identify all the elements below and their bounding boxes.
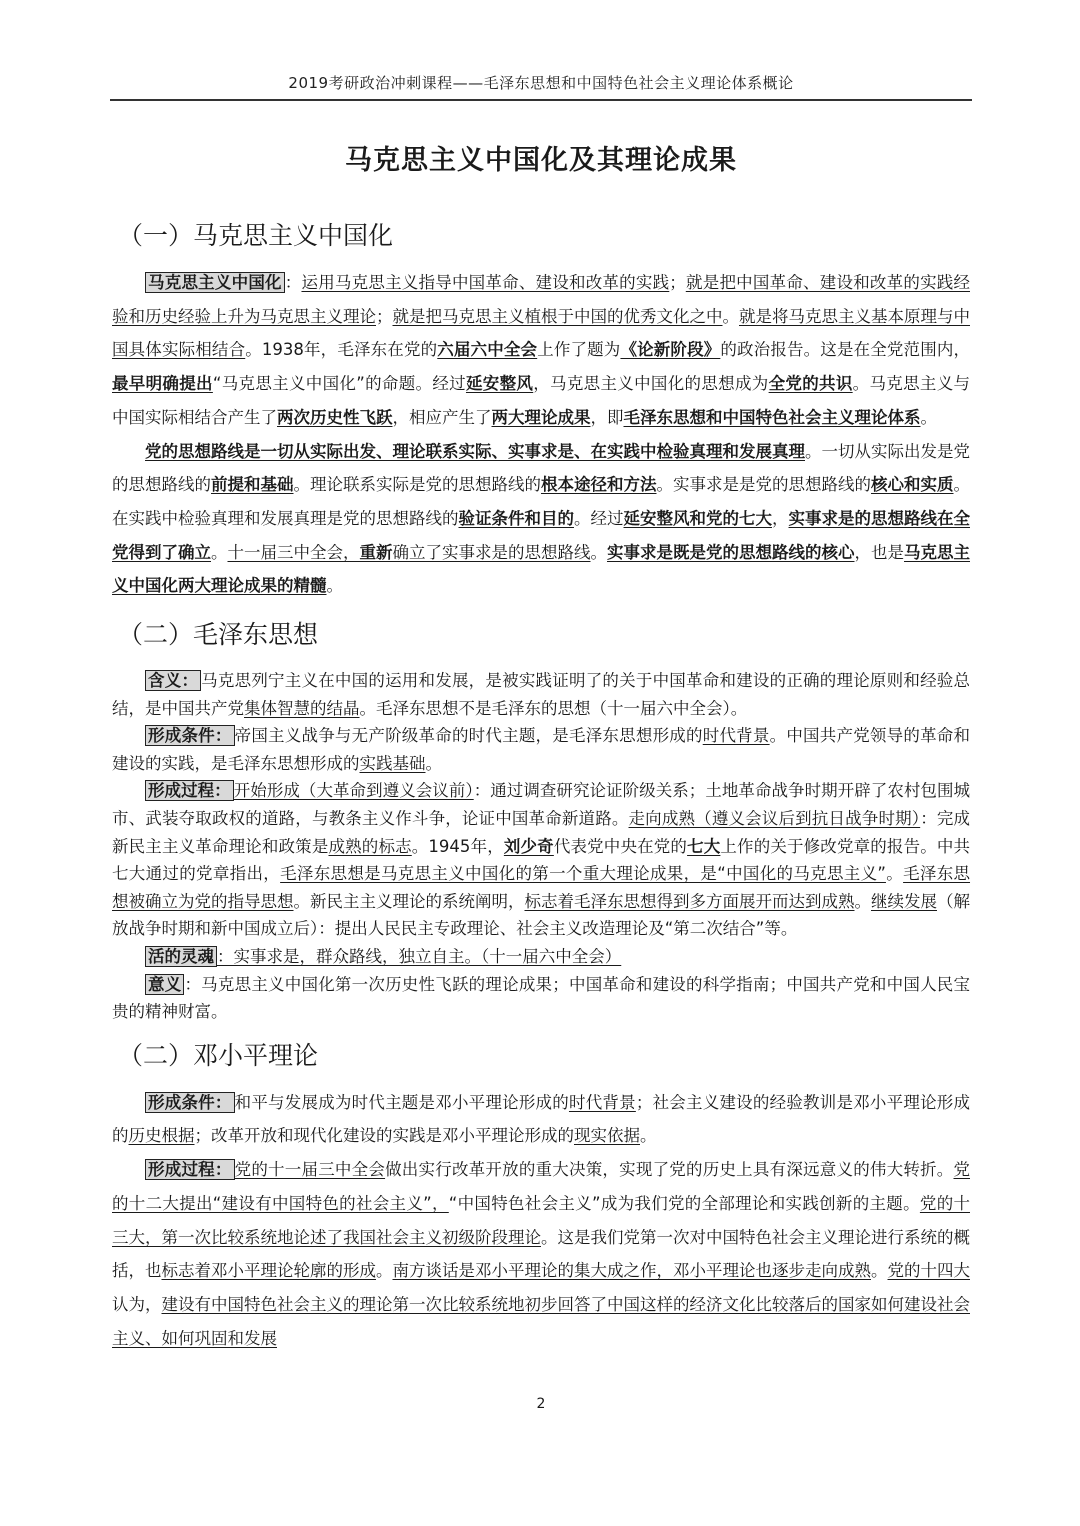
underlined-text: 党的十四大: [887, 1261, 970, 1281]
term-box: 马克思主义中国化: [145, 272, 285, 293]
underlined-text: 走向成熟（遵义会议后到抗日战争时期）: [628, 809, 921, 828]
header-rule: [110, 99, 972, 101]
section-heading: （二）邓小平理论: [118, 1040, 319, 1070]
paragraph-process: [112, 1153, 970, 1355]
key-phrase: 延安整风和党的七大: [623, 508, 772, 528]
underlined-text: 党的十二大提出“建设有中国特色的社会主义”，: [112, 1160, 970, 1213]
underlined-text: ：实事求是，群众路线，独立自主。（十一届六中全会）: [217, 946, 622, 966]
underlined-text: 毛泽东思想被确立为党的指导思想: [112, 864, 971, 911]
text-run: 。: [722, 306, 739, 326]
key-phrase: 最早明确提出: [112, 374, 213, 394]
paragraph-conditions: [112, 1086, 970, 1153]
section-deng-theory: [112, 1038, 970, 1356]
text-run: 。毛泽东思想不是毛泽东的思想（十一届六中全会）。: [359, 698, 748, 718]
text-run: 。: [871, 1261, 888, 1281]
underlined-text: 时代背景: [568, 1092, 636, 1112]
text-run: 认为，: [112, 1294, 162, 1314]
text-run: 。: [376, 1261, 393, 1281]
term-box: 含义：: [145, 670, 201, 691]
text-run: 。: [590, 542, 607, 562]
underlined-text: 时代背景: [702, 726, 770, 746]
key-phrase: 六届六中全会: [437, 340, 538, 360]
text-run: 。: [211, 542, 228, 562]
key-phrase: 党的思想路线是一切从实际出发、理论联系实际、实事求是、在实践中检验真理和发展真理: [145, 441, 805, 461]
section-heading: （一）马克思主义中国化: [118, 221, 394, 250]
underlined-text: 集体智慧的结晶: [244, 698, 360, 718]
section-heading: （二）毛泽东思想: [118, 620, 319, 650]
text-run: 。理论联系实际是党的思想路线的: [293, 475, 541, 495]
key-phrase: 两次历史性飞跃: [277, 407, 393, 427]
underlined-text: 党的十一届三中全会: [234, 1160, 386, 1180]
key-phrase: 实事求是的思想路线在全党得到了确立: [112, 508, 970, 562]
text-run: 的政治报告。这是在全党范围内，: [720, 340, 971, 360]
term-box: 活的灵魂: [145, 946, 217, 967]
paragraph-meaning: [112, 667, 970, 722]
key-phrase: 核心和实质: [871, 475, 954, 495]
text-run: 。中国共产党领导的革命和建设的实践，是毛泽东思想形成的: [112, 726, 970, 773]
underlined-text: 就是将马克思主义基本原理与中国具体实际相结合: [112, 306, 970, 360]
underlined-text: 确立了实事求是的思想路线: [392, 542, 591, 562]
underlined-text: 现实依据: [574, 1126, 640, 1146]
text-run: 。1945年，: [411, 836, 504, 856]
text-run: “马克思主义中国化”的命题。经过: [212, 374, 466, 394]
text-run: ：: [284, 273, 302, 292]
key-phrase: 延安整风: [465, 374, 534, 394]
underlined-text: 标志着毛泽东思想得到多方面展开而达到成熟: [524, 891, 855, 911]
text-run: 。: [885, 864, 904, 884]
text-run: ，即: [590, 407, 624, 427]
text-run: （解放战争时期和新中国成立后）：提出人民民主专政理论、社会主义改造理论及“第二次结合”等。: [112, 891, 970, 939]
text-run: ，马克思主义中国化的思想成为: [533, 374, 769, 394]
text-run: ：马克思主义中国化第一次历史性飞跃的理论成果；中国革命和建设的科学指南；中国共产党和中国人民宝贵的精神财富。: [112, 974, 970, 1022]
text-run: 。: [425, 753, 442, 773]
underlined-text: 继续发展: [871, 891, 937, 911]
text-run: ；社会主义建设的经验教训是邓小平理论形成的: [112, 1092, 970, 1146]
text-run: 帝国主义战争与无产阶级革命的时代主题，是毛泽东思想形成的: [234, 726, 703, 746]
underlined-text: 十一届三中全会，: [227, 542, 360, 562]
text-run: “中国特色社会主义”成为我们党的全部理论和实践创新的主题。: [448, 1193, 920, 1213]
text-run: 。1938年，毛泽东在党的: [245, 340, 438, 360]
term-box: 意义: [145, 974, 184, 995]
document-title: 马克思主义中国化及其理论成果: [345, 145, 737, 176]
text-run: 。新民主主义理论的系统阐明，: [293, 891, 525, 911]
paragraph-definition: [112, 266, 970, 435]
text-run: ；改革开放和现代化建设的实践是邓小平理论形成的: [194, 1126, 574, 1146]
underlined-text: 毛泽东思想是马克思主义中国化的第一个重大理论成果，是“中国化的马克思主义”: [280, 864, 886, 884]
key-phrase: 毛泽东思想和中国特色社会主义理论体系: [623, 407, 921, 427]
text-run: ：完成新民主主义革命理论和政策是: [112, 809, 971, 856]
underlined-text: 建设有中国特色社会主义的理论第一次比较系统地初步回答了中国这样的经济文化比较落后的国家如何建设社会主义、如何巩固和发展: [112, 1294, 970, 1348]
underlined-text: 党的十三大，第一次比较系统地论述了我国社会主义初级阶段理论: [112, 1193, 970, 1247]
term-box: 形成过程：: [145, 780, 234, 801]
paragraph-ideological-line: [112, 435, 970, 604]
text-run: 。实事求是是党的思想路线的: [656, 475, 871, 495]
key-phrase: 刘少奇: [503, 836, 554, 856]
underlined-text: 实践基础: [359, 753, 426, 773]
text-run: 。在实践中检验真理和发展真理是党的思想路线的: [112, 475, 970, 528]
text-run: 。: [640, 1126, 657, 1146]
text-run: 。: [920, 407, 937, 427]
term-box: 形成过程：: [145, 1159, 235, 1180]
paragraph-process: [112, 777, 970, 943]
text-run: ，: [772, 508, 789, 528]
underlined-text: 标志着邓小平理论轮廓的形成: [161, 1261, 376, 1281]
key-phrase: 《论新阶段》: [620, 340, 721, 360]
text-run: 。一切从实际出发是党的思想路线的: [112, 441, 970, 495]
text-run: ，也是: [854, 542, 904, 562]
paragraph-living-soul: [112, 943, 970, 971]
text-run: 代表党中央在党的: [553, 836, 688, 856]
text-run: 和平与发展成为时代主题是邓小平理论形成的: [234, 1092, 569, 1112]
page-number: 2: [536, 1396, 546, 1412]
text-run: 上作的关于修改党章的报告。中共七大通过的党章指出，: [112, 836, 971, 884]
text-run: ，相应产生了: [392, 407, 492, 427]
key-phrase: 根本途径和方法: [541, 475, 657, 495]
text-run: ：通过调查研究论证阶级关系；土地革命战争时期开辟了农村包围城市、武装夺取政权的道路，与教条主义作斗争，论证中国革命新道路。: [112, 781, 971, 828]
text-run: 。: [854, 891, 871, 911]
text-run: 马克思列宁主义在中国的运用和发展，是被实践证明了的关于中国革命和建设的正确的理论原则和经验总结，是中国共产党: [112, 671, 970, 718]
underlined-text: 成熟的标志: [328, 836, 412, 856]
underlined-text: 开始形成（大革命到遵义会议前）: [233, 781, 474, 801]
term-box: 形成条件：: [145, 725, 235, 746]
underlined-text: 就是把中国革命、建设和改革的实践经验和历史经验上升为马克思主义理论: [112, 273, 970, 326]
underlined-text: 历史根据: [128, 1126, 195, 1146]
running-header: 2019考研政治冲刺课程——毛泽东思想和中国特色社会主义理论体系概论: [288, 74, 794, 92]
section-sinicization: [112, 218, 970, 603]
document-body: [112, 218, 970, 1355]
key-phrase: 全党的共识: [768, 374, 853, 394]
key-phrase: 马克思主义中国化两大理论成果的精髓: [112, 542, 970, 596]
underlined-text: 南方谈话是邓小平理论的集大成之作，邓小平理论也逐步走向成熟: [392, 1261, 871, 1281]
paragraph-significance: [112, 971, 970, 1026]
key-phrase: 重新: [359, 542, 393, 562]
key-phrase: 验证条件和目的: [458, 508, 574, 528]
key-phrase: 实事求是既是党的思想路线的核心: [607, 542, 855, 562]
text-run: 上作了题为: [537, 340, 621, 360]
underlined-text: 运用马克思主义指导中国革命、建设和改革的实践: [301, 273, 670, 292]
text-run: 。: [326, 576, 343, 596]
term-box: 形成条件：: [145, 1092, 235, 1113]
section-mao-thought: [112, 617, 970, 1026]
key-phrase: 前提和基础: [211, 475, 294, 495]
underlined-text: 就是把马克思主义植根于中国的优秀文化之中: [392, 306, 723, 326]
text-run: 。马克思主义与中国实际相结合产生了: [112, 374, 971, 427]
text-run: ；: [669, 273, 686, 292]
key-phrase: 七大: [687, 836, 721, 856]
text-run: 。这是我们党第一次对中国特色社会主义理论进行系统的概括，也: [112, 1227, 970, 1281]
paragraph-conditions: [112, 722, 970, 777]
key-phrase: 两大理论成果: [491, 407, 591, 427]
text-run: 。经过: [574, 508, 624, 528]
text-run: 做出实行改革开放的重大决策，实现了党的历史上具有深远意义的伟大转折。: [385, 1160, 954, 1180]
text-run: ；: [376, 306, 393, 326]
